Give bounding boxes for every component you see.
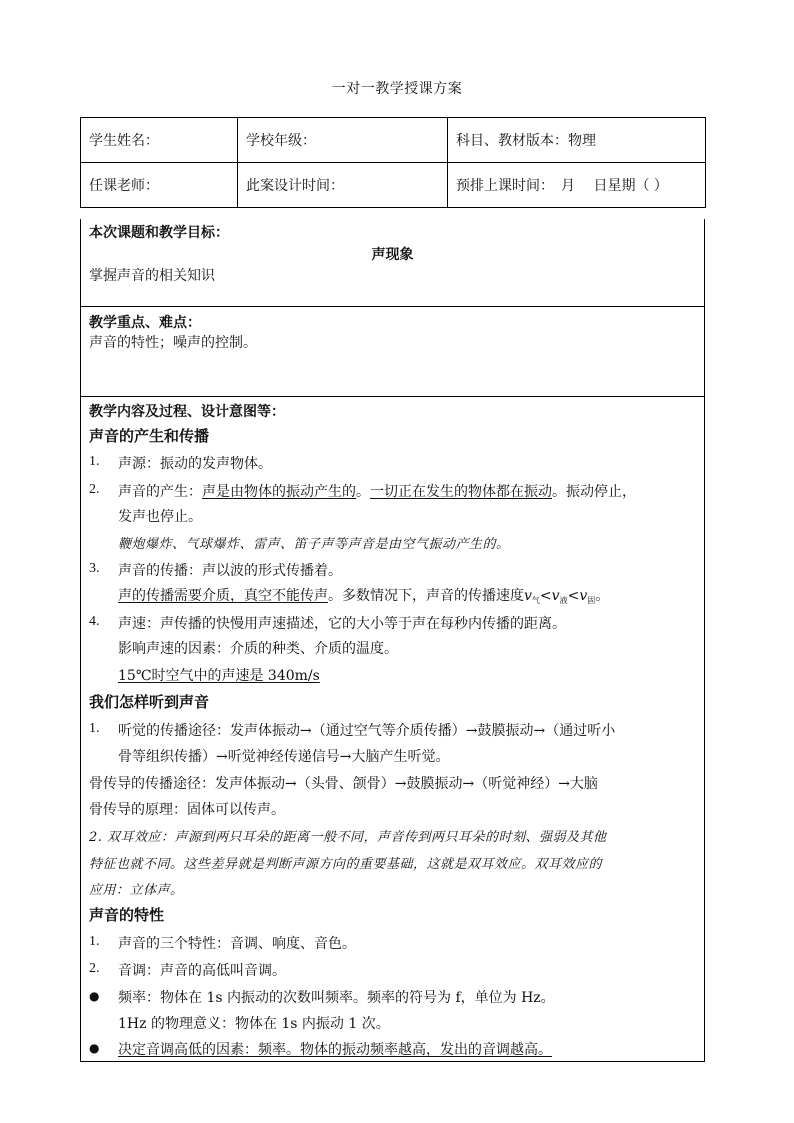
frequency-text: 频率：物体在 1s 内振动的次数叫频率。频率的符号为 f，单位为 Hz。 — [118, 990, 555, 1006]
info-row — [81, 118, 706, 163]
section-title-hearing: 我们怎样听到声音 — [89, 693, 210, 711]
schedule-cell: 预排上课时间： 月 日星期（ ） — [448, 163, 706, 208]
school-grade-cell: 学校年级： — [238, 118, 448, 163]
item-number: 3. — [89, 561, 100, 576]
pitch-factor-text: 决定音调高低的因素：频率。物体的振动频率越高，发出的音调越高。 — [118, 1042, 552, 1058]
sound-source-text: 声源：振动的发声物体。 — [118, 456, 272, 472]
sound-speed-media-text — [118, 585, 609, 605]
hertz-meaning-text: 1Hz 的物理意义：物体在 1s 内振动 1 次。 — [118, 1016, 390, 1032]
text-run: 。 — [595, 588, 610, 604]
hearing-path-cont: 骨等组织传播）→听觉神经传递信号→大脑产生听觉。 — [118, 749, 450, 765]
pitch-text: 音调：声音的高低叫音调。 — [118, 963, 286, 979]
example-note: 鞭炮爆炸、气球爆炸、雷声、笛子声等声音是由空气振动产生的。 — [118, 537, 510, 552]
section-title-characteristics: 声音的特性 — [89, 906, 165, 924]
less-than: < — [567, 588, 580, 604]
bone-conduction-path: 骨传导的传播途径：发声体振动→（头骨、颌骨）→鼓膜振动→（听觉神经）→大脑 — [89, 776, 598, 792]
text-run: 。振动停止， — [552, 484, 636, 500]
item-number: 1. — [89, 454, 100, 469]
velocity-symbol: v — [579, 588, 588, 604]
text-run: 。多数情况下，声音的传播速度 — [328, 588, 524, 604]
content-heading: 教学内容及过程、设计意图等： — [89, 404, 285, 420]
design-time-cell: 此案设计时间： — [238, 163, 448, 208]
item-number: 1. — [89, 721, 100, 736]
subscript-liquid: 液 — [559, 596, 568, 605]
goals-text: 掌握声音的相关知识 — [89, 268, 215, 284]
text-run: 。 — [356, 484, 370, 500]
sound-speed-text: 声速：声传播的快慢用声速描述，它的大小等于声在每秒内传播的距离。 — [118, 616, 566, 632]
bullet-icon: ● — [89, 1041, 100, 1055]
speed-in-air-text: 15℃时空气中的声速是 340m/s — [118, 668, 320, 684]
binaural-effect-cont: 应用：立体声。 — [89, 883, 184, 898]
underlined-text: 声的传播需要介质，真空不能传声 — [118, 588, 328, 604]
sound-production-text — [118, 481, 636, 501]
less-than: < — [539, 588, 552, 604]
info-row — [81, 163, 706, 208]
goals-section — [80, 219, 705, 307]
item-number: 2. — [89, 482, 100, 497]
binaural-effect-cont: 特征也就不同。这些差异就是判断声源方向的重要基础，这就是双耳效应。双耳效应的 — [89, 857, 603, 872]
velocity-symbol: v — [524, 588, 532, 604]
focus-section — [80, 307, 705, 397]
underlined-text: 一切正在发生的物体都在振动 — [370, 484, 552, 500]
section-title-production: 声音的产生和传播 — [89, 427, 210, 445]
sound-propagation-text: 声音的传播：声以波的形式传播着。 — [118, 563, 342, 579]
item-number: 4. — [89, 614, 100, 629]
velocity-symbol: v — [551, 588, 560, 604]
subscript-gas: 气 — [531, 596, 540, 605]
bone-conduction-principle: 骨传导的原理：固体可以传声。 — [89, 802, 285, 818]
item-number: 1. — [89, 934, 100, 949]
student-name-cell: 学生姓名： — [81, 118, 238, 163]
teacher-cell: 任课老师： — [81, 163, 238, 208]
sound-production-cont: 发声也停止。 — [118, 509, 202, 525]
binaural-effect-text: 2. 双耳效应：声源到两只耳朵的距离一般不同，声音传到两只耳朵的时刻、强弱及其他 — [89, 830, 607, 845]
topic-title: 声现象 — [371, 247, 414, 263]
content-section — [80, 397, 705, 1062]
item-number: 2. — [89, 961, 100, 976]
page-title: 一对一教学授课方案 — [331, 81, 463, 97]
three-characteristics-text: 声音的三个特性：音调、响度、音色。 — [118, 936, 356, 952]
bullet-icon: ● — [89, 989, 100, 1003]
goals-heading: 本次课题和教学目标： — [89, 225, 229, 241]
subscript-solid: 固 — [587, 596, 596, 605]
text-run: 声音的产生： — [118, 484, 202, 500]
underlined-text: 声是由物体的振动产生的 — [202, 484, 356, 500]
focus-text: 声音的特性；噪声的控制。 — [89, 335, 257, 351]
focus-heading: 教学重点、难点： — [89, 315, 201, 331]
speed-factors-text: 影响声速的因素：介质的种类、介质的温度。 — [118, 641, 398, 657]
info-table — [80, 117, 706, 208]
hearing-path-text: 听觉的传播途径：发声体振动→（通过空气等介质传播）→鼓膜振动→（通过听小 — [118, 723, 616, 739]
subject-cell: 科目、教材版本：物理 — [448, 118, 706, 163]
